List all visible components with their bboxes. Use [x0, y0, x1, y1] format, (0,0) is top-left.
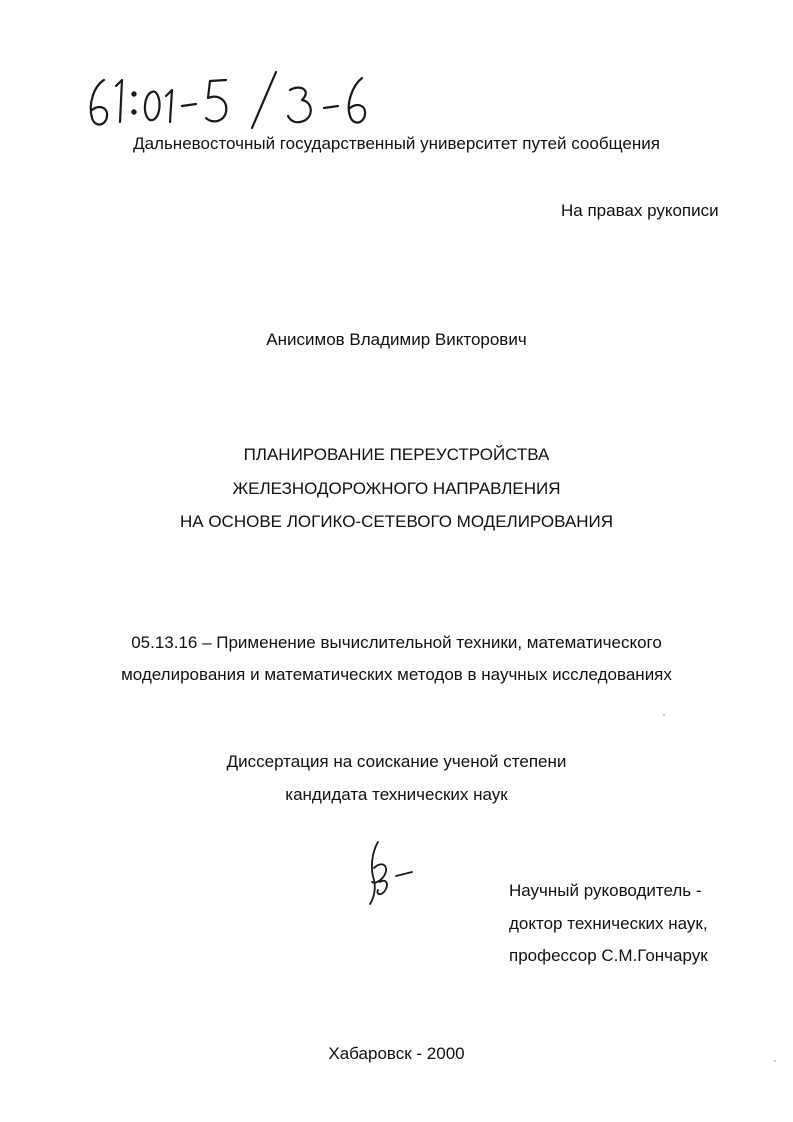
city-year: Хабаровск - 2000	[328, 1044, 465, 1063]
author-name: Анисимов Владимир Викторович	[266, 330, 527, 349]
scan-speck	[663, 714, 665, 716]
title-line-3: НА ОСНОВЕ ЛОГИКО-СЕТЕВОГО МОДЕЛИРОВАНИЯ	[180, 512, 613, 531]
rights-note: На правах рукописи	[561, 201, 719, 220]
specialty-line-1: 05.13.16 – Применение вычислительной техники, математического	[131, 633, 662, 652]
degree-line-1: Диссертация на соискание ученой степени	[226, 752, 567, 771]
scan-speck	[774, 1060, 776, 1062]
degree-line-2: кандидата технических наук	[285, 785, 508, 804]
handwritten-signature	[360, 838, 420, 908]
supervisor-line-2: доктор технических наук,	[509, 914, 708, 933]
title-line-2: ЖЕЛЕЗНОДОРОЖНОГО НАПРАВЛЕНИЯ	[232, 479, 561, 498]
specialty-line-2: моделирования и математических методов в научных исследованиях	[121, 665, 672, 684]
title-line-1: ПЛАНИРОВАНИЕ ПЕРЕУСТРОЙСТВА	[243, 445, 550, 464]
supervisor-line-1: Научный руководитель -	[509, 881, 702, 900]
university-name: Дальневосточный государственный университет путей сообщения	[133, 134, 660, 153]
supervisor-line-3: профессор С.М.Гончарук	[509, 946, 708, 965]
handwritten-archive-code	[80, 66, 370, 136]
